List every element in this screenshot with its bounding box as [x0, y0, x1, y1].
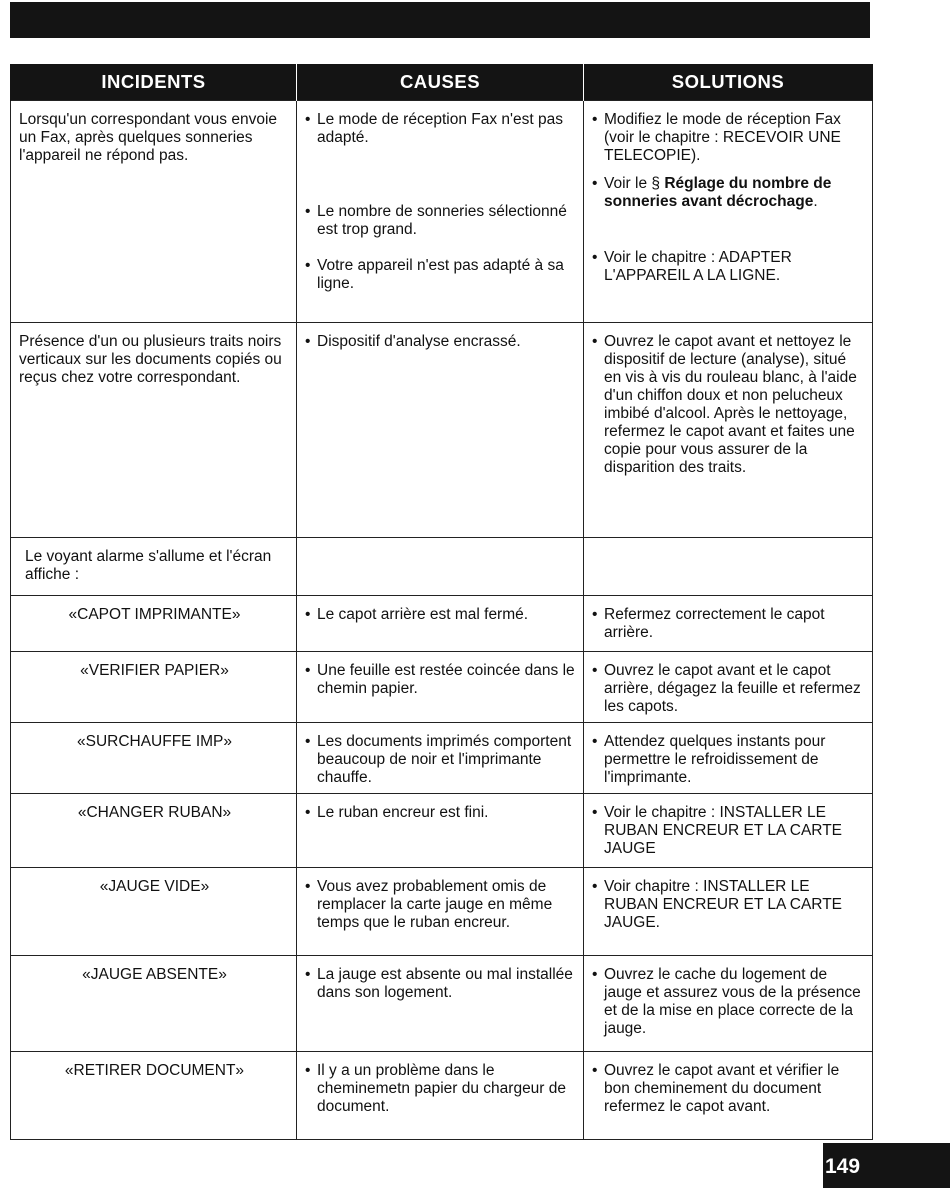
solution-item: • Ouvrez le capot avant et vérifier le bon cheminement du document refermez le capot avant. — [592, 1062, 866, 1116]
causes-list — [305, 662, 577, 698]
table-row — [11, 101, 873, 323]
solutions-cell — [584, 723, 873, 794]
incident-text: «SURCHAUFFE IMP» — [76, 733, 233, 750]
table-row — [11, 652, 873, 723]
solution-item: • Voir le chapitre : INSTALLER LE RUBAN ENCREUR ET LA CARTE JAUGE — [592, 804, 866, 858]
causes-cell — [297, 794, 584, 868]
table-row — [11, 596, 873, 652]
incident-text: «JAUGE ABSENTE» — [82, 966, 227, 983]
incident-cell — [11, 1052, 297, 1140]
causes-cell — [297, 101, 584, 323]
solutions-cell — [584, 1052, 873, 1140]
incident-cell — [11, 794, 297, 868]
causes-list — [305, 804, 577, 822]
troubleshooting-table — [10, 64, 873, 1140]
incident-cell — [11, 956, 297, 1052]
solutions-list — [592, 1062, 866, 1116]
causes-cell — [297, 323, 584, 538]
cause-item: • Vous avez probablement omis de remplacer la carte jauge en même temps que le ruban encreur. — [305, 878, 577, 932]
causes-cell — [297, 538, 584, 596]
header-solutions: SOLUTIONS — [584, 64, 873, 101]
cause-item: • Le capot arrière est mal fermé. — [305, 606, 577, 624]
incident-cell — [11, 101, 297, 323]
solutions-list — [592, 878, 866, 932]
incident-text: «CAPOT IMPRIMANTE» — [68, 606, 241, 623]
cause-item: • Le ruban encreur est fini. — [305, 804, 577, 822]
incident-cell — [11, 868, 297, 956]
solutions-cell — [584, 868, 873, 956]
incident-text: Présence d'un ou plusieurs traits noirs verticaux sur les documents copiés ou reçus chez votre correspondant. — [19, 333, 282, 386]
causes-list — [305, 111, 577, 293]
table-row — [11, 538, 873, 596]
solution-prefix: Voir le § — [604, 175, 665, 192]
cause-item: • Le nombre de sonneries sélectionné est trop grand. — [305, 203, 577, 257]
cause-item: • Votre appareil n'est pas adapté à sa ligne. — [305, 257, 577, 293]
cause-item: • Il y a un problème dans le cheminemetn papier du chargeur de document. — [305, 1062, 577, 1116]
cause-item: • Le mode de réception Fax n'est pas adapté. — [305, 111, 577, 203]
top-black-bar — [10, 2, 870, 38]
cause-item: • Dispositif d'analyse encrassé. — [305, 333, 577, 351]
cause-item: • Les documents imprimés comportent beaucoup de noir et l'imprimante chauffe. — [305, 733, 577, 787]
solutions-list — [592, 966, 866, 1038]
incident-cell — [11, 538, 297, 596]
causes-cell — [297, 868, 584, 956]
solutions-list — [592, 662, 866, 716]
solutions-list — [592, 333, 866, 477]
solutions-list — [592, 733, 866, 787]
incident-text: Le voyant alarme s'allume et l'écran affiche : — [25, 548, 272, 583]
solutions-list — [592, 804, 866, 858]
solution-item: • Voir chapitre : INSTALLER LE RUBAN ENCREUR ET LA CARTE JAUGE. — [592, 878, 866, 932]
solutions-cell — [584, 794, 873, 868]
incident-cell — [11, 596, 297, 652]
causes-cell — [297, 956, 584, 1052]
page-number: 149 — [823, 1143, 950, 1188]
causes-list — [305, 606, 577, 624]
causes-cell — [297, 723, 584, 794]
causes-cell — [297, 1052, 584, 1140]
solution-bold: Réglage du nombre de sonneries avant décrochage — [604, 175, 832, 210]
solutions-list — [592, 111, 866, 285]
incident-text: «JAUGE VIDE» — [99, 878, 210, 895]
table-row — [11, 868, 873, 956]
causes-cell — [297, 652, 584, 723]
solutions-list — [592, 606, 866, 642]
table-row — [11, 1052, 873, 1140]
table-row — [11, 956, 873, 1052]
solution-item: • Ouvrez le capot avant et nettoyez le dispositif de lecture (analyse), situé en vis à vis du rouleau blanc, à l'aide d'un chiffon doux et non pelucheux imbibé d'alcool. Après le nettoyage, refermez le capot avant et faites une copie pour vous assurer de la disparition des traits. — [592, 333, 866, 477]
incident-text: «VERIFIER PAPIER» — [80, 662, 229, 679]
incident-text: Lorsqu'un correspondant vous envoie un Fax, après quelques sonneries l'appareil ne répond pas. — [19, 111, 278, 164]
solutions-cell — [584, 596, 873, 652]
causes-cell — [297, 596, 584, 652]
incident-cell — [11, 323, 297, 538]
solution-item: • Voir le chapitre : ADAPTER L'APPAREIL A LA LIGNE. — [592, 249, 866, 285]
solutions-cell — [584, 538, 873, 596]
solutions-cell — [584, 101, 873, 323]
solution-item: • Ouvrez le cache du logement de jauge et assurez vous de la présence et de la mise en place correcte de la jauge. — [592, 966, 866, 1038]
solutions-cell — [584, 323, 873, 538]
solution-item — [592, 175, 866, 249]
header-incidents: INCIDENTS — [11, 64, 297, 101]
table-row — [11, 794, 873, 868]
causes-list — [305, 733, 577, 787]
causes-list — [305, 333, 577, 351]
incident-cell — [11, 652, 297, 723]
solution-item: • Attendez quelques instants pour permettre le refroidissement de l'imprimante. — [592, 733, 866, 787]
incident-text: «CHANGER RUBAN» — [77, 804, 232, 821]
causes-list — [305, 1062, 577, 1116]
table-row — [11, 323, 873, 538]
header-row — [11, 64, 873, 101]
solution-item: • Ouvrez le capot avant et le capot arrière, dégagez la feuille et refermez les capots. — [592, 662, 866, 716]
solution-item: • Refermez correctement le capot arrière. — [592, 606, 866, 642]
table-row — [11, 723, 873, 794]
incident-text: «RETIRER DOCUMENT» — [64, 1062, 245, 1079]
cause-item: • Une feuille est restée coincée dans le chemin papier. — [305, 662, 577, 698]
incident-cell — [11, 723, 297, 794]
solution-item: • Modifiez le mode de réception Fax (voir le chapitre : RECEVOIR UNE TELECOPIE). — [592, 111, 866, 175]
solution-suffix: . — [813, 193, 818, 210]
header-causes: CAUSES — [297, 64, 584, 101]
cause-item: • La jauge est absente ou mal installée dans son logement. — [305, 966, 577, 1002]
causes-list — [305, 966, 577, 1002]
solutions-cell — [584, 956, 873, 1052]
causes-list — [305, 878, 577, 932]
solutions-cell — [584, 652, 873, 723]
